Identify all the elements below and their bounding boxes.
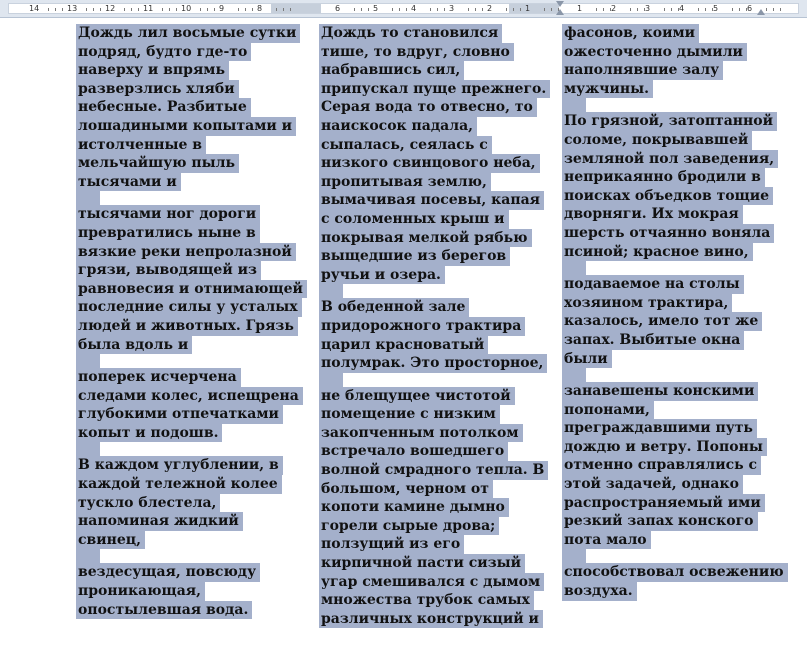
paragraph-spacing xyxy=(76,191,100,205)
ruler-tick xyxy=(520,8,521,11)
ruler-tick xyxy=(698,8,699,11)
text-line[interactable]: придорожного трактира xyxy=(319,317,525,336)
text-line[interactable]: угар смешивался с дымом xyxy=(319,573,544,592)
text-line[interactable]: тише, то вдруг, словно xyxy=(319,43,514,62)
ruler-tick xyxy=(361,8,362,11)
ruler-numbers-right-0: 1 xyxy=(577,4,583,13)
text-line[interactable]: В обеденной зале xyxy=(319,298,469,317)
paragraph[interactable] xyxy=(562,563,788,600)
text-line[interactable]: грязи, выводящей из xyxy=(76,261,261,280)
paragraph[interactable] xyxy=(562,275,788,368)
ruler-tick xyxy=(162,8,163,11)
text-line[interactable]: встречало вошедшего xyxy=(319,442,508,461)
paragraph-spacing xyxy=(76,549,100,563)
text-line[interactable]: хозяином трактира, xyxy=(562,294,732,313)
text-line[interactable]: набравшись сил, xyxy=(319,61,464,80)
ruler-tick xyxy=(86,8,87,11)
ruler-tick xyxy=(283,8,284,11)
text-line[interactable]: наверху и впрямь xyxy=(76,61,229,80)
ruler-tick xyxy=(252,8,253,11)
ruler-tick xyxy=(603,8,604,11)
ruler-tick xyxy=(482,8,483,11)
ruler-tick xyxy=(406,8,407,11)
text-line[interactable]: вязкие реки непролазной xyxy=(76,243,296,262)
ruler-tick xyxy=(773,8,774,11)
text-line[interactable]: не блещущее чистотой xyxy=(319,387,515,406)
text-line[interactable]: запах. Выбитые окна xyxy=(562,331,744,350)
text-column-2[interactable] xyxy=(319,24,550,628)
ruler-tick xyxy=(671,8,672,11)
text-line[interactable]: полумрак. Это просторное, xyxy=(319,354,547,373)
paragraph[interactable] xyxy=(76,24,307,191)
ruler-tick xyxy=(544,8,545,11)
ruler-numbers-left-1: 13 xyxy=(67,4,78,13)
ruler-numbers-mid-2: 4 xyxy=(411,4,417,13)
text-line[interactable]: выщедшие из берегов xyxy=(319,247,510,266)
ruler-numbers-left-4: 10 xyxy=(181,4,192,13)
text-line[interactable]: ожесточенно дымили xyxy=(562,43,747,62)
text-line[interactable]: свинец, xyxy=(76,531,145,550)
text-line[interactable]: закопченным потолком xyxy=(319,424,523,443)
right-indent-marker[interactable] xyxy=(757,9,765,15)
ruler-tick xyxy=(245,8,246,11)
text-line[interactable]: горели сырые дрова; xyxy=(319,517,499,536)
ruler-tick xyxy=(48,8,49,11)
first-line-indent-marker[interactable] xyxy=(556,1,564,7)
text-line[interactable]: земляной пол заведения, xyxy=(562,150,778,169)
ruler-tick xyxy=(138,8,139,11)
ruler-tick xyxy=(124,8,125,11)
ruler-tick xyxy=(596,8,597,11)
ruler-numbers-right-1: 2 xyxy=(611,4,617,13)
ruler-tick xyxy=(732,8,733,11)
ruler-tick xyxy=(430,8,431,11)
ruler-tick xyxy=(513,8,514,11)
text-line[interactable]: В каждом углублении, в xyxy=(76,456,283,475)
text-line[interactable]: попонами, xyxy=(562,401,654,420)
text-line[interactable]: распространяемый ими xyxy=(562,494,765,513)
paragraph-spacing xyxy=(562,549,586,563)
paragraph[interactable] xyxy=(76,563,307,619)
text-line[interactable]: наполнявшие залу xyxy=(562,61,723,80)
paragraph[interactable] xyxy=(319,298,550,372)
text-line[interactable]: тускло блестела, xyxy=(76,494,220,513)
paragraph-spacing xyxy=(76,354,100,368)
paragraph[interactable] xyxy=(562,112,788,261)
text-line[interactable]: пота мало xyxy=(562,531,651,550)
ruler-tick xyxy=(214,8,215,11)
ruler-numbers-mid-1: 5 xyxy=(373,4,379,13)
ruler-numbers-left-5: 9 xyxy=(219,4,225,13)
text-line[interactable]: подряд, будто где-то xyxy=(76,43,251,62)
text-line[interactable]: тысячами ног дороги xyxy=(76,205,260,224)
ruler-tick xyxy=(354,8,355,11)
ruler-column-gap-1[interactable] xyxy=(271,4,321,13)
text-line[interactable]: множества трубок самых xyxy=(319,591,534,610)
ruler-tick xyxy=(705,8,706,11)
text-line[interactable]: резкий запах конского xyxy=(562,512,758,531)
ruler-tick xyxy=(207,8,208,11)
text-line[interactable]: фасонов, коими xyxy=(562,24,699,43)
paragraph-spacing xyxy=(319,284,343,298)
text-line[interactable]: По грязной, затоптанной xyxy=(562,112,777,131)
text-line[interactable]: небесные. Разбитые xyxy=(76,98,251,117)
text-line[interactable]: проникающая, xyxy=(76,582,205,601)
ruler-numbers-right-2: 3 xyxy=(645,4,651,13)
text-line[interactable]: превратились ныне в xyxy=(76,224,260,243)
text-line[interactable]: ползущий из его xyxy=(319,535,464,554)
ruler-numbers-mid-0: 6 xyxy=(335,4,341,13)
text-line[interactable]: казалось, имело тот же xyxy=(562,312,762,331)
paragraph[interactable] xyxy=(562,382,788,549)
text-line[interactable]: большом, черном от xyxy=(319,480,493,499)
ruler-tick xyxy=(200,8,201,11)
paragraph[interactable] xyxy=(76,205,307,354)
text-line[interactable]: Дождь лил восьмые сутки xyxy=(76,24,300,43)
text-line[interactable]: волной смрадного тепла. В xyxy=(319,461,548,480)
paragraph-spacing xyxy=(319,373,343,387)
text-line[interactable]: низкого свинцового неба, xyxy=(319,154,540,173)
text-line[interactable]: с соломенных крыш и xyxy=(319,210,509,229)
text-line[interactable]: поисках объедков тощие xyxy=(562,187,773,206)
paragraph[interactable] xyxy=(76,456,307,549)
text-line[interactable]: помещение с низким xyxy=(319,405,500,424)
text-line[interactable]: истолченные в xyxy=(76,136,206,155)
ruler-tick xyxy=(468,8,469,11)
text-line[interactable]: преграждавшими путь xyxy=(562,419,757,438)
ruler-tick xyxy=(630,8,631,11)
ruler-tick xyxy=(637,8,638,11)
ruler-tick xyxy=(444,8,445,11)
ruler-tick xyxy=(55,8,56,11)
text-line[interactable]: равновесия и отнимающей xyxy=(76,280,307,299)
text-line[interactable]: сыпалась, сеялась с xyxy=(319,136,492,155)
text-line[interactable]: занавешены конскими xyxy=(562,382,758,401)
ruler-numbers-right-3: 4 xyxy=(679,4,685,13)
paragraph[interactable] xyxy=(319,387,550,629)
ruler-tick xyxy=(475,8,476,11)
text-line[interactable]: царил красноватый xyxy=(319,336,488,355)
text-line[interactable]: Дождь то становился xyxy=(319,24,502,43)
ruler-tick xyxy=(368,8,369,11)
text-line[interactable]: людей и животных. Грязь xyxy=(76,317,298,336)
horizontal-ruler[interactable] xyxy=(0,0,807,18)
ruler-numbers-mid-5: 1 xyxy=(525,4,531,13)
text-line[interactable]: припускал пуще прежнего. xyxy=(319,80,550,99)
text-column-3[interactable] xyxy=(562,24,788,601)
text-line[interactable]: поперек исчерчена xyxy=(76,368,241,387)
text-line[interactable]: неприкаянно бродили в xyxy=(562,168,765,187)
text-line[interactable]: отменно справлялись с xyxy=(562,456,761,475)
text-line[interactable]: Серая вода то отвесно, то xyxy=(319,98,537,117)
text-line[interactable]: подаваемое на столы xyxy=(562,275,744,294)
paragraph[interactable] xyxy=(562,24,788,98)
text-line[interactable]: мужчины. xyxy=(562,80,653,99)
ruler-tick xyxy=(290,8,291,11)
ruler-tick xyxy=(276,8,277,11)
text-line[interactable]: напоминая жидкий xyxy=(76,512,243,531)
paragraph[interactable] xyxy=(76,368,307,442)
text-line[interactable]: были xyxy=(562,350,612,369)
paragraph-spacing xyxy=(562,98,586,112)
hanging-indent-marker[interactable] xyxy=(556,9,564,15)
ruler-numbers-left-2: 12 xyxy=(105,4,116,13)
ruler-numbers-mid-4: 2 xyxy=(487,4,493,13)
ruler-tick xyxy=(392,8,393,11)
ruler-numbers-mid-3: 3 xyxy=(449,4,455,13)
ruler-tick xyxy=(131,8,132,11)
ruler-tick xyxy=(62,8,63,11)
text-line[interactable]: мельчайшую пыль xyxy=(76,154,239,173)
ruler-tick xyxy=(399,8,400,11)
text-line[interactable]: соломе, покрывавшей xyxy=(562,131,752,150)
ruler-tick xyxy=(176,8,177,11)
ruler-tick xyxy=(238,8,239,11)
ruler-numbers-left-3: 11 xyxy=(143,4,154,13)
ruler-numbers-right-4: 5 xyxy=(713,4,719,13)
paragraph-spacing xyxy=(562,368,586,382)
ruler-tick xyxy=(100,8,101,11)
text-line[interactable]: способствовал освежению xyxy=(562,563,788,582)
ruler-tick xyxy=(739,8,740,11)
text-line[interactable]: вымачивая посевы, капая xyxy=(319,191,544,210)
text-line[interactable]: опостылевшая вода. xyxy=(76,601,252,620)
ruler-tick xyxy=(664,8,665,11)
paragraph-spacing xyxy=(76,442,100,456)
ruler-numbers-left-0: 14 xyxy=(29,4,40,13)
text-line[interactable]: тысячами и xyxy=(76,173,181,192)
ruler-tick xyxy=(551,8,552,11)
paragraph-spacing xyxy=(562,261,586,275)
text-line[interactable]: этой задачей, однако xyxy=(562,475,743,494)
text-line[interactable]: дождю и ветру. Попоны xyxy=(562,438,767,457)
text-line[interactable]: дворняги. Их мокрая xyxy=(562,205,743,224)
text-line[interactable]: следами колес, испещрена xyxy=(76,387,303,406)
ruler-tick xyxy=(780,8,781,11)
ruler-tick xyxy=(506,8,507,11)
ruler-numbers-right-5: 6 xyxy=(747,4,753,13)
ruler-tick xyxy=(93,8,94,11)
ruler-numbers-left-6: 8 xyxy=(257,4,263,13)
ruler-tick xyxy=(437,8,438,11)
text-line[interactable]: различных конструкций и xyxy=(319,610,543,629)
text-line[interactable]: разверзлись хляби xyxy=(76,80,239,99)
text-line[interactable]: кирпичной пасти сизый xyxy=(319,554,525,573)
text-line[interactable]: наискосок падала, xyxy=(319,117,477,136)
text-line[interactable]: глубокими отпечатками xyxy=(76,405,283,424)
text-line[interactable]: воздуха. xyxy=(562,582,637,601)
ruler-tick xyxy=(766,8,767,11)
text-line[interactable]: ручьи и озера. xyxy=(319,266,445,285)
text-line[interactable]: последние силы у усталых xyxy=(76,298,302,317)
text-line[interactable]: каждой тележной колее xyxy=(76,475,282,494)
text-line[interactable]: шерсть отчаянно воняла xyxy=(562,224,774,243)
text-line[interactable]: лошадиными копытами и xyxy=(76,117,296,136)
ruler-track xyxy=(8,3,799,14)
text-line[interactable]: вездесущая, повсюду xyxy=(76,563,260,582)
text-line[interactable]: покрывая мелкой рябью xyxy=(319,229,532,248)
paragraph[interactable] xyxy=(319,24,550,284)
document-page[interactable] xyxy=(0,18,807,654)
text-line[interactable]: копоти камине дымно xyxy=(319,498,509,517)
text-line[interactable]: копыт и подошв. xyxy=(76,424,222,443)
text-line[interactable]: была вдоль и xyxy=(76,336,192,355)
text-column-1[interactable] xyxy=(76,24,307,619)
text-line[interactable]: пропитывая землю, xyxy=(319,173,491,192)
text-line[interactable]: псиной; красное вино, xyxy=(562,243,753,262)
ruler-tick xyxy=(169,8,170,11)
